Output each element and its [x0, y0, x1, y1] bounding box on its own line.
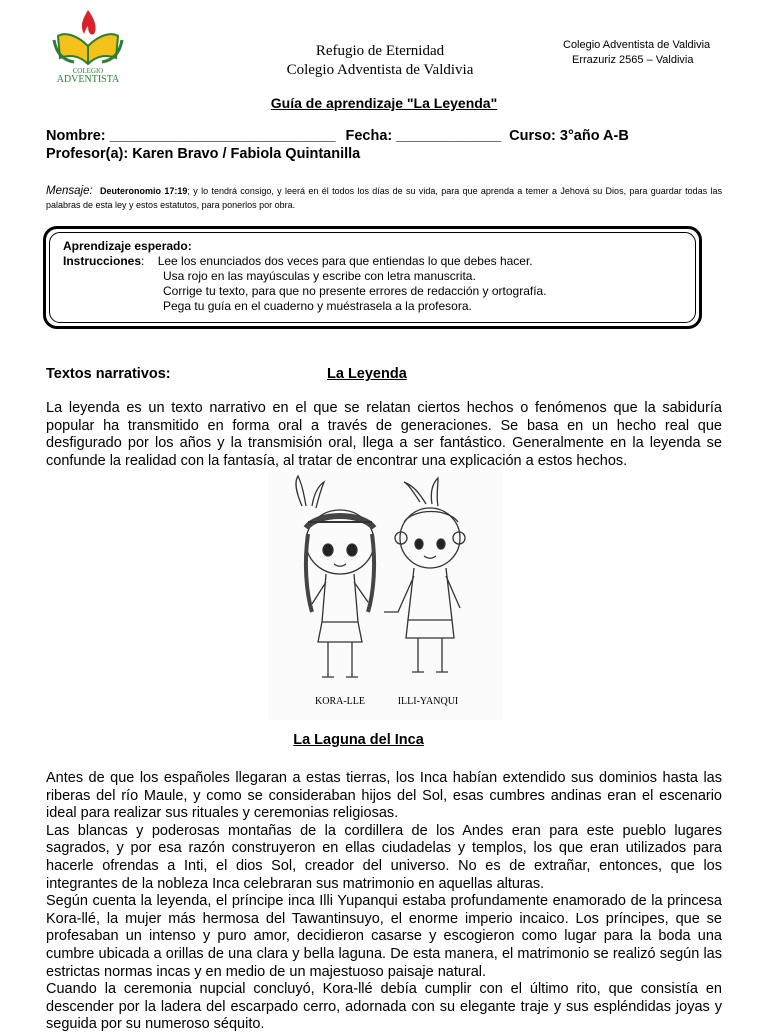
instruction-line: Corrige tu texto, para que no presente errores de redacción y ortografía.	[163, 284, 547, 298]
caption-kora-lle: KORA-LLE	[315, 696, 365, 707]
header-center	[230, 42, 530, 80]
message-reference: Deuteronomio 17:19	[100, 186, 188, 196]
expected-learning-label: Aprendizaje esperado:	[63, 239, 192, 253]
story-paragraph: Antes de que los españoles llegaran a estas tierras, los Inca habían extendido sus dominios hasta las riberas del río Maule, y como se consideraban hijos del Sol, esas cumbres andinas eran el escenario ideal para realizar sus rituales y ceremonias religiosas.	[46, 770, 722, 822]
school-logo	[50, 6, 126, 84]
characters-illustration	[268, 472, 503, 720]
story-title: La Laguna del Inca	[293, 732, 424, 748]
student-info-row	[46, 128, 629, 144]
message-label: Mensaje:	[46, 185, 93, 197]
story-paragraph: Las blancas y poderosas montañas de la cordillera de los Andes eran para este pueblo lugares sagrados, y por esa razón construyeron en ellas ciudadelas y templos, los que eran utilizados para hacerle ofrendas a Inti, el dios Sol, creador del universo. No es de extrañar, entonces, que los integrantes de la nobleza Inca celebraran sus matrimonio en aquellas alturas.	[46, 822, 722, 892]
logo-text-adventista: ADVENTISTA	[56, 74, 120, 84]
logo-text-colegio: COLEGIO	[72, 67, 104, 75]
message	[46, 184, 722, 212]
header-right-school: Colegio Adventista de Valdivia	[563, 39, 711, 51]
header-school-name: Colegio Adventista de Valdivia	[286, 62, 474, 78]
instruction-line: Lee los enunciados dos veces para que entiendas lo que debes hacer.	[157, 254, 533, 268]
name-blank: ____________________________	[109, 128, 336, 144]
header-motto: Refugio de Eternidad	[315, 43, 445, 59]
section-label: Textos narrativos:	[46, 366, 171, 382]
header-address: Errazuriz 2565 – Valdivia	[572, 54, 694, 66]
instruction-line: Usa rojo en las mayúsculas y escribe con letra manuscrita.	[163, 269, 476, 283]
guide-title: Guía de aprendizaje "La Leyenda"	[270, 95, 498, 111]
story-body	[46, 770, 722, 1034]
intro-paragraph	[46, 400, 722, 470]
teacher-row: Profesor(a): Karen Bravo / Fabiola Quintanilla	[46, 146, 361, 162]
story-paragraph: Según cuenta la leyenda, el príncipe inca Illi Yupanqui estaba profundamente enamorado de la princesa Kora-llé, la mujer más hermosa del Tawantinsuyo, el enorme imperio incaico. Los príncipes, que se profesaban un intenso y puro amor, decidieron casarse y escogieron como lugar para la boda una cumbre ubicada a orillas de una clara y bella laguna. De esta manera, el matrimonio se realizó según las estrictas normas incas y en medio de un majestuoso paisaje natural.	[46, 893, 722, 980]
date-blank: _____________	[396, 128, 502, 144]
caption-illi-yanqui: ILLI-YANQUI	[397, 696, 459, 707]
header-right	[563, 38, 710, 68]
paragraph: La leyenda es un texto narrativo en el que se relatan ciertos hechos o fenómenos que la sabiduría popular ha transmitido en forma oral a través de generaciones. Se basa en un hecho real que desfigurado por los años y la transmisión oral, llega a ser fantástico. Generalmente en la leyenda se confunde la realidad con la fantasía, al tratar de encontrar una explicación a estos hechos.	[46, 400, 722, 469]
section-title: La Leyenda	[327, 366, 407, 382]
course-label: Curso: 3°año A-B	[509, 128, 629, 144]
message-text: ; y lo tendrá consigo, y leerá en él todos los días de su vida, para que aprenda a temer a Jehová su Dios, para guardar todas las palabras de esta ley y estos estatutos, para ponerlos por obra.	[46, 186, 722, 210]
instruction-line: Pega tu guía en el cuaderno y muéstrasela a la profesora.	[163, 299, 472, 313]
name-label: Nombre:	[46, 128, 106, 144]
date-label: Fecha:	[345, 128, 393, 144]
instructions-label: Instrucciones	[63, 254, 142, 268]
instructions-box: Aprendizaje esperado: Instrucciones: Lee los enunciados dos veces para que entiendas lo que debes hacer. Usa rojo en las mayúsculas y escribe con letra manuscrita. Corrige tu texto, para que no presente errores de redacción y ortografía. Pega tu guía en el cuaderno y muéstrasela a la profesora.	[63, 239, 547, 313]
story-paragraph: Cuando la ceremonia nupcial concluyó, Kora-llé debía cumplir con el último rito, que consistía en descender por la ladera del escarpado cerro, adornada con su elegante traje y sus espléndidas joyas y seguida por su numeroso séquito.	[46, 981, 722, 1033]
